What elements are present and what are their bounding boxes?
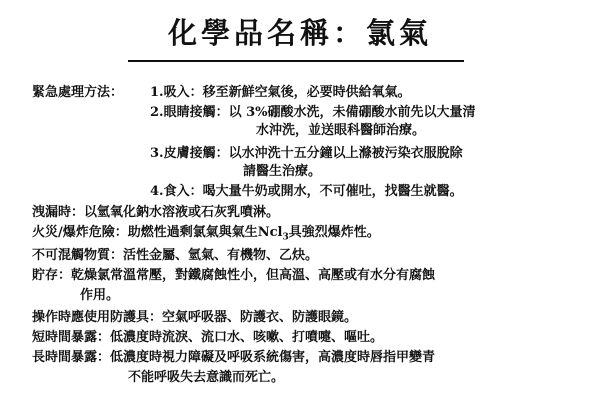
long-term-exposure-line-1: 長時間暴露：低濃度時視力障礙及呼吸系統傷害，高濃度時唇指甲變青 [32, 350, 436, 365]
fire-hazard-text: 火災/爆炸危險：助燃性過剩氯氣與氣生Ncl [32, 225, 283, 240]
long-term-exposure-line-2: 不能呼吸失去意識而死亡。 [128, 370, 285, 385]
incompatible-materials: 不可混觸物質：活性金屬、氫氣、有機物、乙炔。 [32, 248, 319, 263]
title-underline [128, 60, 464, 62]
fire-explosion-hazard [32, 224, 380, 247]
leak-handling: 洩漏時：以氫氧化鈉水溶液或石灰乳噴淋。 [32, 205, 280, 220]
first-aid-skin-line-1: 3.皮膚接觸：以水沖洗十五分鐘以上滌被污染衣服脫除 [150, 146, 463, 161]
protective-equipment: 操作時應使用防護具：空氣呼吸器、防護衣、防護眼鏡。 [32, 310, 358, 325]
fire-hazard-suffix: 具強烈爆炸性。 [288, 225, 380, 240]
first-aid-skin-line-2: 請醫生治療。 [243, 164, 322, 179]
storage-line-2: 作用。 [80, 288, 120, 303]
short-term-exposure: 短時間暴露：低濃度時流淚、流口水、咳嗽、打噴嚏、嘔吐。 [32, 330, 384, 345]
first-aid-label: 緊急處理方法： [32, 85, 124, 100]
page-title: 化學品名稱：氯氣 [167, 16, 432, 50]
first-aid-eye-line-2: 水沖洗，並送眼科醫師治療。 [256, 123, 426, 138]
first-aid-ingestion: 4.食入：喝大量牛奶或開水，不可催吐，找醫生就醫。 [150, 184, 463, 199]
first-aid-eye-line-1: 2.眼睛接觸：以 3%硼酸水洗，未備硼酸水前先以大量清 [150, 105, 476, 120]
fire-hazard-subscript: 3 [282, 232, 289, 243]
storage-line-1: 貯存：乾燥氯常溫常壓，對鐵腐蝕性小，但高溫、高壓或有水分有腐蝕 [32, 268, 436, 283]
first-aid-inhalation: 1.吸入：移至新鮮空氣後，必要時供給氧氣。 [150, 85, 411, 100]
